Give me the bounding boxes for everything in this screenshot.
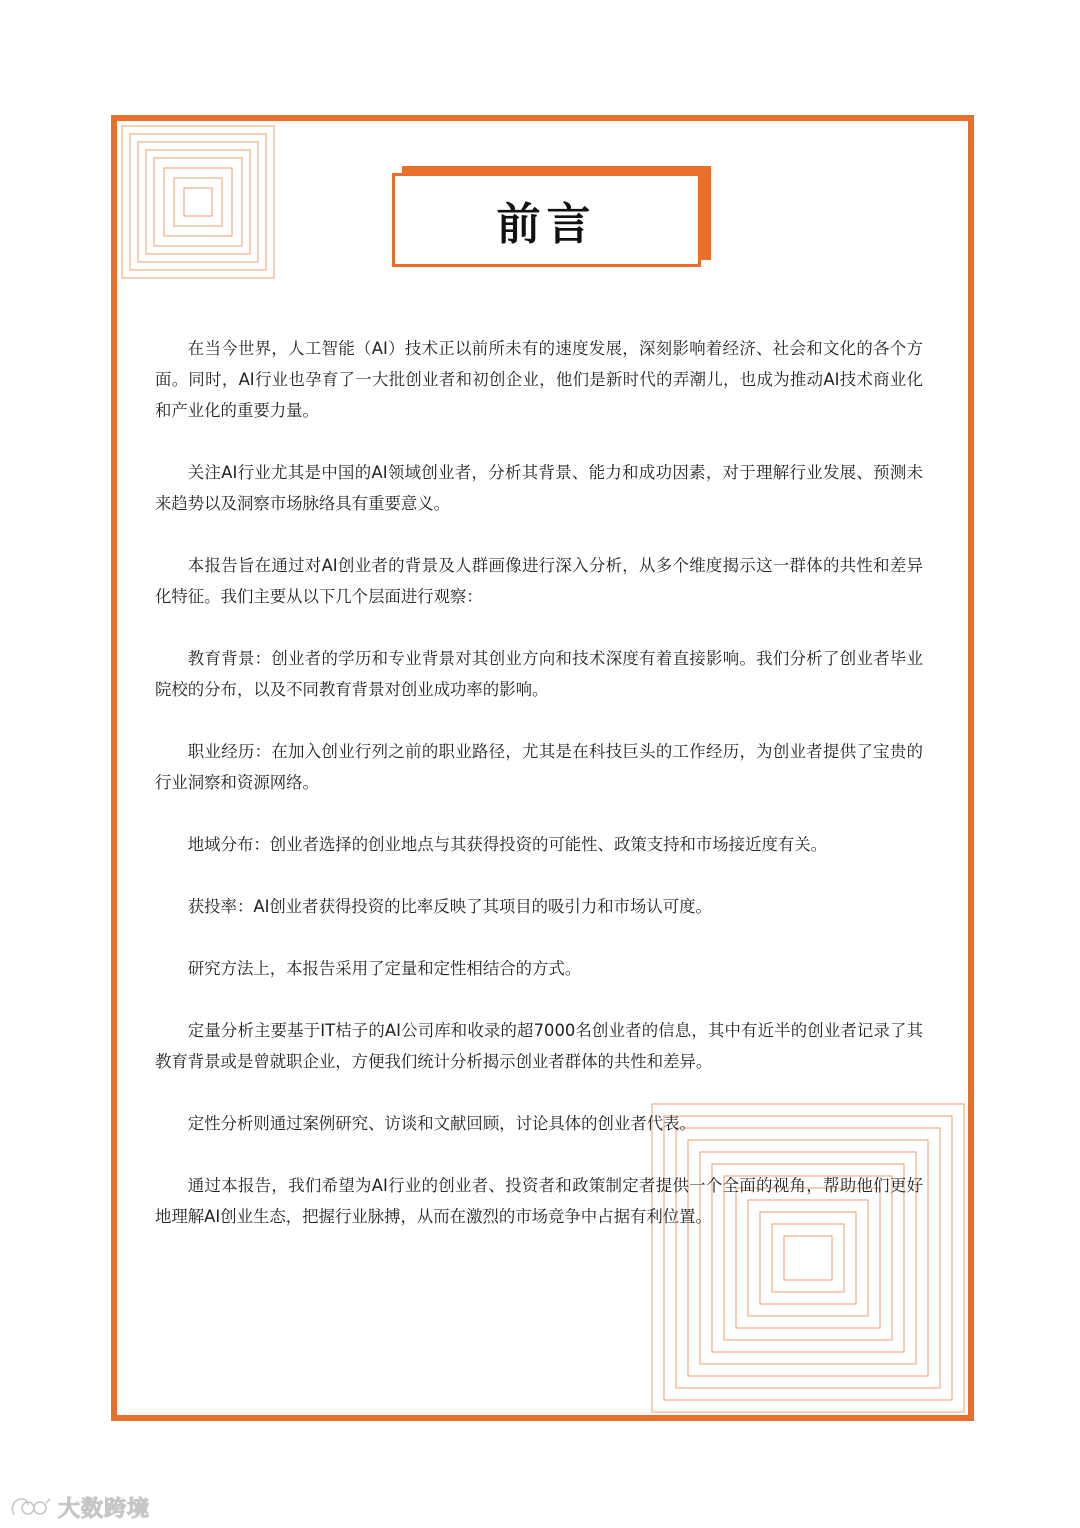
- page-title: 前言: [496, 199, 597, 250]
- paragraph: 研究方法上，本报告采用了定量和定性相结合的方式。: [187, 959, 582, 978]
- paragraph: 关注AI行业尤其是中国的AI领域创业者，分析其背景、能力和成功因素，对于理解行业发展、预测未来趋势以及洞察市场脉络具有重要意义。: [155, 463, 923, 513]
- paragraph: 通过本报告，我们希望为AI行业的创业者、投资者和政策制定者提供一个全面的视角，帮助他们更好地理解AI创业生态，把握行业脉搏，从而在激烈的市场竞争中占据有利位置。: [155, 1176, 923, 1226]
- watermark-text: 大数跨境: [58, 1496, 151, 1522]
- paragraph: 在当今世界，人工智能（AI）技术正以前所未有的速度发展，深刻影响着经济、社会和文化的各个方面。同时，AI行业也孕育了一大批创业者和初创企业，他们是新时代的弄潮儿，也成为推动AI技术商业化和产业化的重要力量。: [155, 339, 923, 420]
- watermark: [8, 1490, 150, 1524]
- paragraph: 获投率：AI创业者获得投资的比率反映了其项目的吸引力和市场认可度。: [187, 897, 712, 916]
- paragraph: 定性分析则通过案例研究、访谈和文献回顾，讨论具体的创业者代表。: [187, 1114, 696, 1133]
- title-box: [392, 173, 701, 267]
- preface-body: [155, 333, 923, 1263]
- paragraph: 地域分布：创业者选择的创业地点与其获得投资的可能性、政策支持和市场接近度有关。: [187, 835, 828, 854]
- paragraph: 教育背景：创业者的学历和专业背景对其创业方向和技术深度有着直接影响。我们分析了创业者毕业院校的分布，以及不同教育背景对创业成功率的影响。: [155, 649, 923, 699]
- paragraph: 职业经历：在加入创业行列之前的职业路径，尤其是在科技巨头的工作经历，为创业者提供了宝贵的行业洞察和资源网络。: [155, 742, 923, 792]
- paragraph: 定量分析主要基于IT桔子的AI公司库和收录的超7000名创业者的信息，其中有近半的创业者记录了其教育背景或是曾就职企业，方便我们统计分析揭示创业者群体的共性和差异。: [155, 1021, 923, 1071]
- paragraph: 本报告旨在通过对AI创业者的背景及人群画像进行深入分析，从多个维度揭示这一群体的共性和差异化特征。我们主要从以下几个层面进行观察：: [155, 556, 923, 606]
- brand-logo-icon: [8, 1493, 52, 1521]
